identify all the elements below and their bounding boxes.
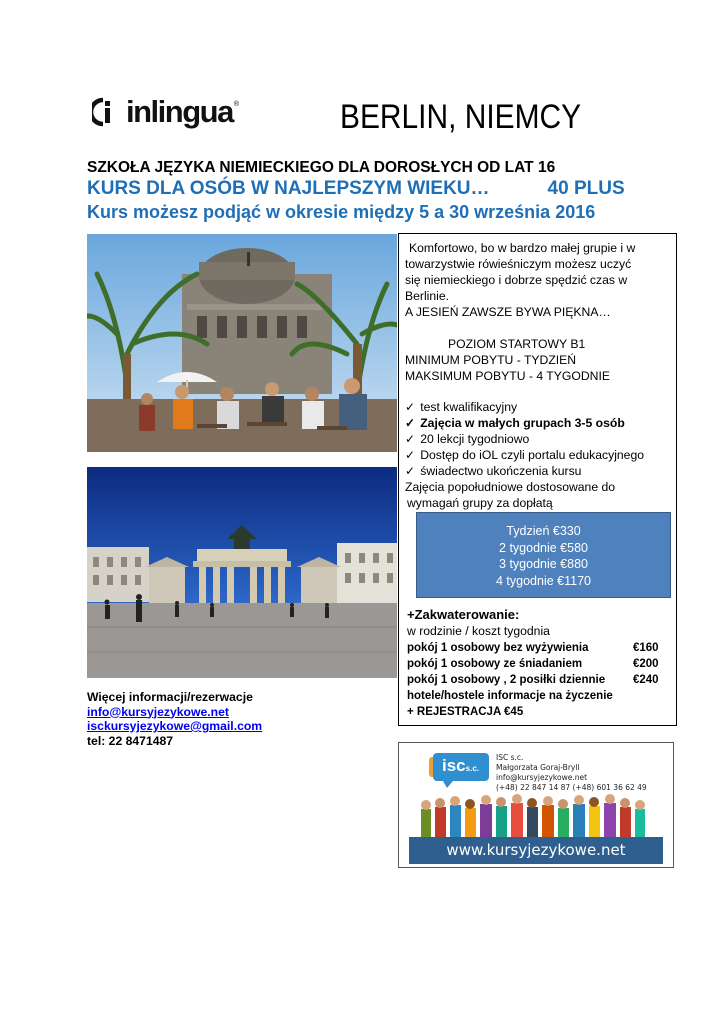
afternoon-classes: Zajęcia popołudniowe dostosowane do xyxy=(405,480,616,494)
intro-line: Komfortowo, bo w bardzo małej grupie i w xyxy=(409,241,636,255)
email-link[interactable]: info@kursyjezykowe.net xyxy=(87,704,229,719)
registration-fee: + REJESTRACJA €45 xyxy=(407,706,524,718)
room-option-price: €240 xyxy=(633,674,659,686)
price-item: 3 tygodnie €880 xyxy=(499,557,588,571)
price-item: 4 tygodnie €1170 xyxy=(496,573,591,588)
course-plus: 40 PLUS xyxy=(547,178,625,199)
feature-item: ✓ Dostęp do iOL czyli portalu edukacyjnego xyxy=(405,448,644,464)
registered-mark: ® xyxy=(233,100,239,108)
afternoon-classes: wymagań grupy za dopłatą xyxy=(407,496,553,510)
room-option-label: pokój 1 osobowy ze śniadaniem xyxy=(407,658,583,670)
isc-badge xyxy=(442,756,479,776)
inlingua-logo xyxy=(92,92,252,132)
room-option-label: pokój 1 osobowy , 2 posiłki dziennie xyxy=(407,674,606,686)
max-stay: MAKSIMUM POBYTU - 4 TYGODNIE xyxy=(405,369,610,383)
isc-person: Małgorzata Goraj-Bryll xyxy=(496,763,580,772)
feature-item: ✓ test kwalifikacyjny xyxy=(405,400,517,416)
isc-email: info@kursyjezykowe.net xyxy=(496,773,588,782)
isc-details xyxy=(496,753,647,793)
isc-badge-text: isc xyxy=(442,756,466,775)
intro-line: się niemieckiego i dobrze spędzić czas w xyxy=(405,273,628,287)
inlingua-mark-icon xyxy=(92,97,122,127)
phone-number: tel: 22 8471487 xyxy=(87,733,174,748)
isc-phones: (+48) 22 847 14 87 (+48) 601 36 62 49 xyxy=(496,783,647,792)
price-item: Tydzień €330 xyxy=(506,524,581,538)
start-level: POZIOM STARTOWY B1 xyxy=(448,337,586,351)
course-info-box xyxy=(398,233,677,726)
hostels-note: hotele/hostele informacje na życzenie xyxy=(407,690,613,702)
price-item: 2 tygodnie €580 xyxy=(499,540,588,555)
intro-line: towarzystwie rówieśniczym możesz uczyć xyxy=(405,257,632,271)
school-heading: SZKOŁA JĘZYKA NIEMIECKIEGO DLA DOROSŁYCH OD LAT 16 xyxy=(87,159,556,176)
contact-label: Więcej informacji/rezerwacje xyxy=(87,690,253,704)
room-option-label: pokój 1 osobowy bez wyżywienia xyxy=(407,642,589,654)
feature-item: ✓ Zajęcia w małych grupach 3-5 osób xyxy=(405,416,625,432)
intro-line: Berlinie. xyxy=(405,289,450,303)
course-title-text: KURS DLA OSÓB W NAJLEPSZYM WIEKU… xyxy=(87,178,490,199)
course-title xyxy=(87,178,625,200)
isc-name: ISC s.c. xyxy=(496,753,524,762)
email-link[interactable]: isckursyjezykowe@gmail.com xyxy=(87,719,263,733)
isc-website[interactable]: www.kursyjezykowe.net xyxy=(446,841,626,859)
page-title: BERLIN, NIEMCY xyxy=(340,98,582,136)
accommodation-title: +Zakwaterowanie: xyxy=(407,607,520,622)
contact-block xyxy=(87,690,262,748)
logo-text: inlingua xyxy=(126,94,233,129)
feature-item: ✓ świadectwo ukończenia kursu xyxy=(405,464,581,480)
room-option-price: €200 xyxy=(633,658,659,670)
feature-item: ✓ 20 lekcji tygodniowo xyxy=(405,432,529,448)
price-list-box xyxy=(416,512,671,598)
course-dates: Kurs możesz podjąć w okresie między 5 a 30 września 2016 xyxy=(87,202,596,222)
isc-badge-sub: s.c. xyxy=(465,764,479,773)
accommodation-subtitle: w rodzinie / koszt tygodnia xyxy=(407,624,550,638)
cafe-photo xyxy=(87,234,397,452)
intro-line: A JESIEŃ ZAWSZE BYWA PIĘKNA… xyxy=(405,305,611,319)
room-option-price: €160 xyxy=(633,642,659,654)
min-stay: MINIMUM POBYTU - TYDZIEŃ xyxy=(405,353,577,367)
isc-business-card xyxy=(398,742,674,868)
brandenburg-gate-photo xyxy=(87,467,397,678)
